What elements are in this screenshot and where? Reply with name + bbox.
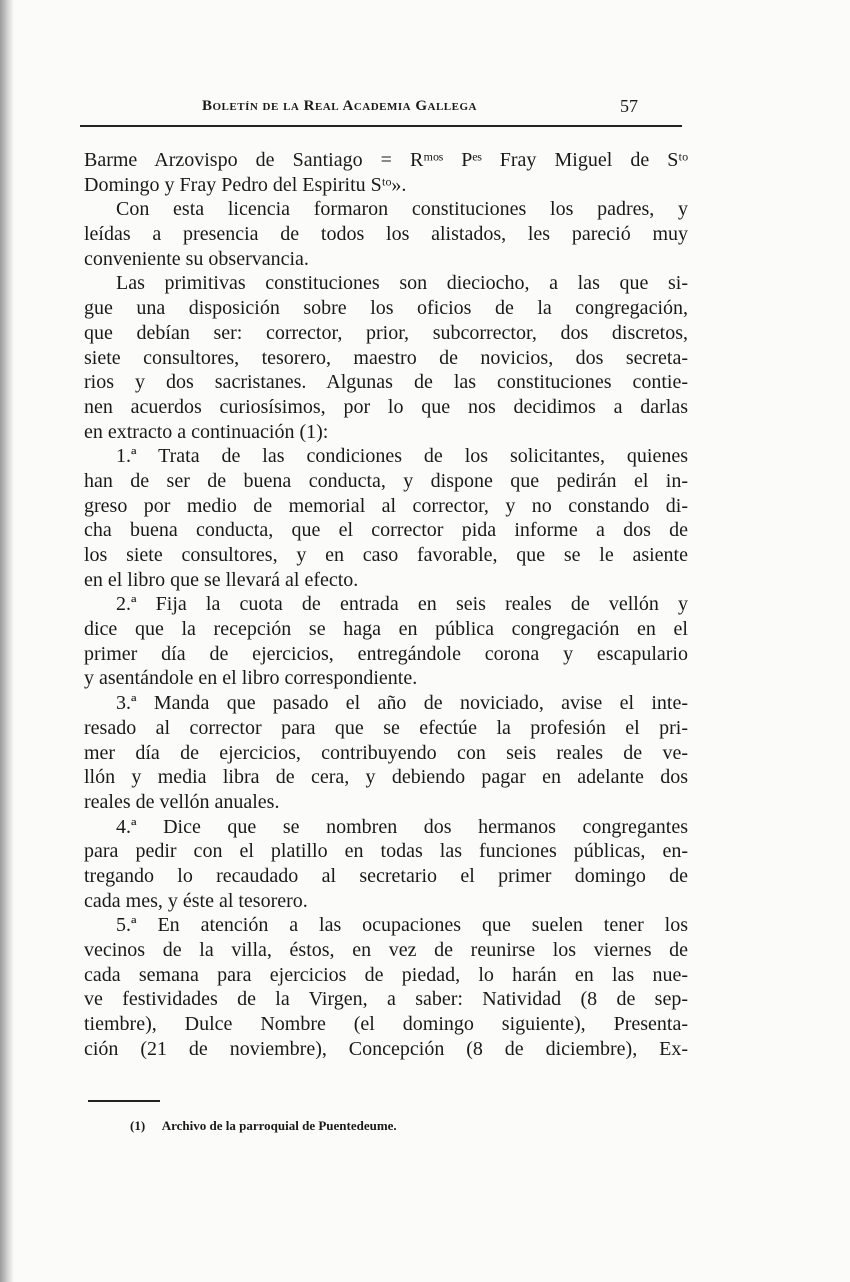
text-line: gue una disposición sobre los oficios de la congregación,	[84, 297, 688, 320]
text-line: vecinos de la villa, éstos, en vez de reunirse los viernes de	[84, 939, 688, 961]
text-line: reales de vellón anuales.	[84, 790, 280, 813]
text-line: Las primitivas constituciones son dieciocho, a las que si-	[116, 272, 688, 295]
text-line: leídas a presencia de todos los alistados, les pareció muy	[84, 223, 688, 246]
text-line: 1.ª Trata de las condiciones de los solicitantes, quienes	[116, 445, 688, 468]
text-line: los siete consultores, y en caso favorable, que se le asiente	[84, 544, 688, 566]
text-line: tregando lo recaudado al secretario el primer domingo de	[84, 864, 688, 887]
text-line: 3.ª Manda que pasado el año de noviciado, avise el inte-	[116, 692, 688, 715]
text-line: resado al corrector para que se efectúe la profesión el pri-	[84, 716, 688, 739]
text-line: que debían ser: corrector, prior, subcorrector, dos discretos,	[84, 321, 688, 344]
running-header	[80, 98, 680, 122]
text-line: Domingo y Fray Pedro del Espiritu Sᵗᵒ».	[84, 173, 407, 196]
text-line: y asentándole en el libro correspondiente.	[84, 667, 418, 690]
text-line: 5.ª En atención a las ocupaciones que suelen tener los	[116, 914, 688, 937]
text-line: han de ser de buena conducta, y dispone que pedirán el in-	[84, 469, 688, 492]
text-line: tiembre), Dulce Nombre (el domingo siguiente), Presenta-	[84, 1013, 688, 1036]
header-rule	[80, 125, 682, 127]
text-line: ción (21 de noviembre), Concepción (8 de diciembre), Ex-	[84, 1037, 688, 1060]
text-line: cada semana para ejercicios de piedad, lo harán en las nue-	[84, 963, 688, 986]
text-line: nen acuerdos curiosísimos, por lo que nos decidimos a darlas	[84, 395, 688, 418]
text-line: 4.ª Dice que se nombren dos hermanos congregantes	[116, 815, 688, 838]
page-number: 57	[620, 96, 638, 116]
text-line: mer día de ejercicios, contribuyendo con seis reales de ve-	[84, 741, 688, 764]
text-line: siete consultores, tesorero, maestro de novicios, dos secreta-	[84, 346, 688, 369]
text-line: conveniente su observancia.	[84, 247, 309, 270]
footnote-text: Archivo de la parroquial de Puentedeume.	[161, 1118, 397, 1133]
text-line: para pedir con el platillo en todas las funciones públicas, en-	[84, 840, 688, 863]
text-line: Con esta licencia formaron constituciones los padres, y	[116, 198, 688, 221]
text-line: primer día de ejercicios, entregándole corona y escapulario	[84, 642, 688, 665]
text-line: cha buena conducta, que el corrector pida informe a dos de	[84, 519, 688, 542]
body-text	[84, 148, 688, 1061]
text-line: rios y dos sacristanes. Algunas de las constituciones contie-	[84, 371, 688, 394]
text-line: llón y media libra de cera, y debiendo pagar en adelante dos	[84, 766, 688, 789]
text-line: cada mes, y éste al tesorero.	[84, 889, 308, 912]
footnote	[130, 1118, 397, 1134]
text-line: ve festividades de la Virgen, a saber: Natividad (8 de sep-	[84, 988, 688, 1011]
footnote-rule	[88, 1100, 160, 1102]
text-line: en el libro que se llevará al efecto.	[84, 568, 359, 591]
text-line: greso por medio de memorial al corrector, y no constando di-	[84, 494, 688, 517]
text-line: 2.ª Fija la cuota de entrada en seis reales de vellón y	[116, 593, 688, 616]
text-line: Barme Arzovispo de Santiago = Rᵐᵒˢ Pᵉˢ Fray Miguel de Sᵗᵒ	[84, 149, 688, 171]
journal-title: Boletín de la Real Academia Gallega	[202, 98, 477, 114]
footnote-marker: (1)	[130, 1118, 146, 1133]
scan-edge-shadow	[0, 0, 14, 1282]
text-line: dice que la recepción se haga en pública congregación en el	[84, 618, 688, 641]
text-line: en extracto a continuación (1):	[84, 420, 329, 443]
